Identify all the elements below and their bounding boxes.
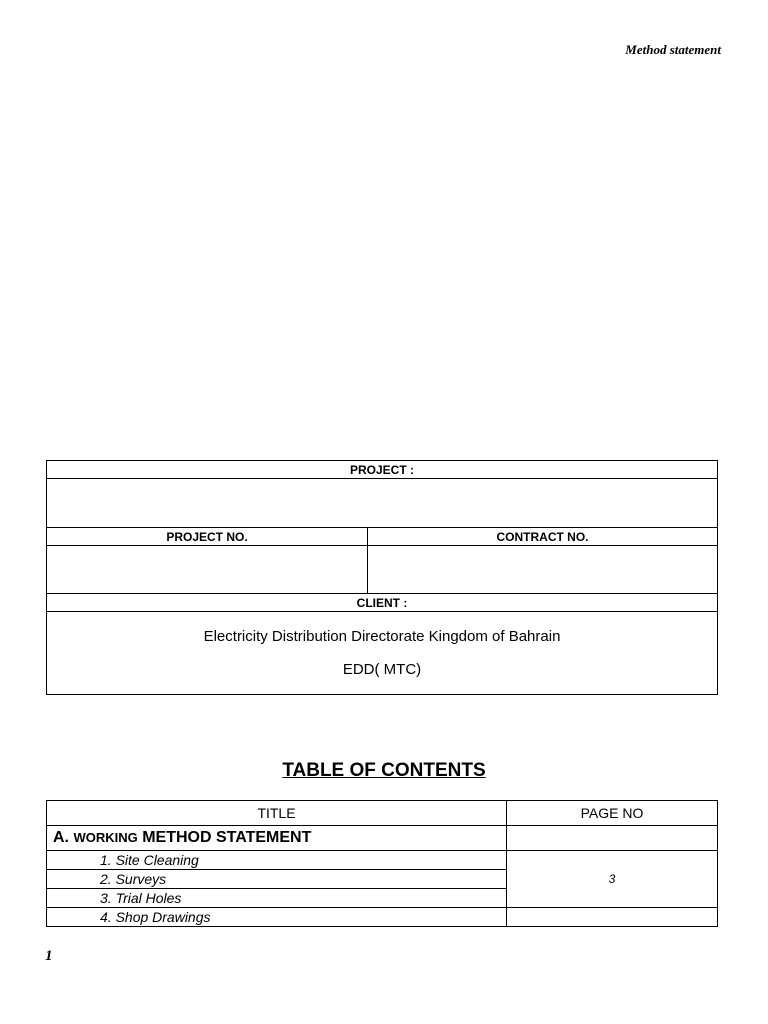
- toc-section-a: [47, 826, 507, 851]
- toc-section-page-cell: [507, 826, 718, 851]
- project-value-cell: [47, 479, 718, 528]
- toc-title-column-header: TITLE: [47, 801, 507, 826]
- project-info-table: [46, 460, 718, 695]
- toc-item: 3. Trial Holes: [47, 889, 507, 908]
- client-value-cell: [47, 612, 718, 695]
- toc-item-page-cell: [507, 908, 718, 927]
- toc-items-page: 3: [507, 851, 718, 908]
- client-department: EDD( MTC): [342, 661, 422, 678]
- toc-item: 1. Site Cleaning: [47, 851, 507, 870]
- contract-no-label: CONTRACT NO.: [368, 528, 718, 546]
- toc-item: 2. Surveys: [47, 870, 507, 889]
- document-header-title: Method statement: [625, 42, 721, 57]
- toc-section-prefix: A.: [53, 829, 69, 846]
- toc-section-rest: METHOD STATEMENT: [142, 829, 312, 846]
- toc-page-column-header: PAGE NO: [507, 801, 718, 826]
- project-label: PROJECT :: [47, 461, 718, 479]
- client-label: CLIENT :: [47, 594, 718, 612]
- contract-no-value-cell: [368, 546, 718, 594]
- project-no-label: PROJECT NO.: [47, 528, 368, 546]
- page-number: 1: [45, 948, 53, 964]
- toc-table: [46, 800, 718, 927]
- toc-heading: TABLE OF CONTENTS: [282, 760, 486, 781]
- toc-item: 4. Shop Drawings: [47, 908, 507, 927]
- client-name: Electricity Distribution Directorate Kingdom of Bahrain: [203, 628, 561, 645]
- toc-section-word: WORKING: [73, 830, 138, 845]
- project-no-value-cell: [47, 546, 368, 594]
